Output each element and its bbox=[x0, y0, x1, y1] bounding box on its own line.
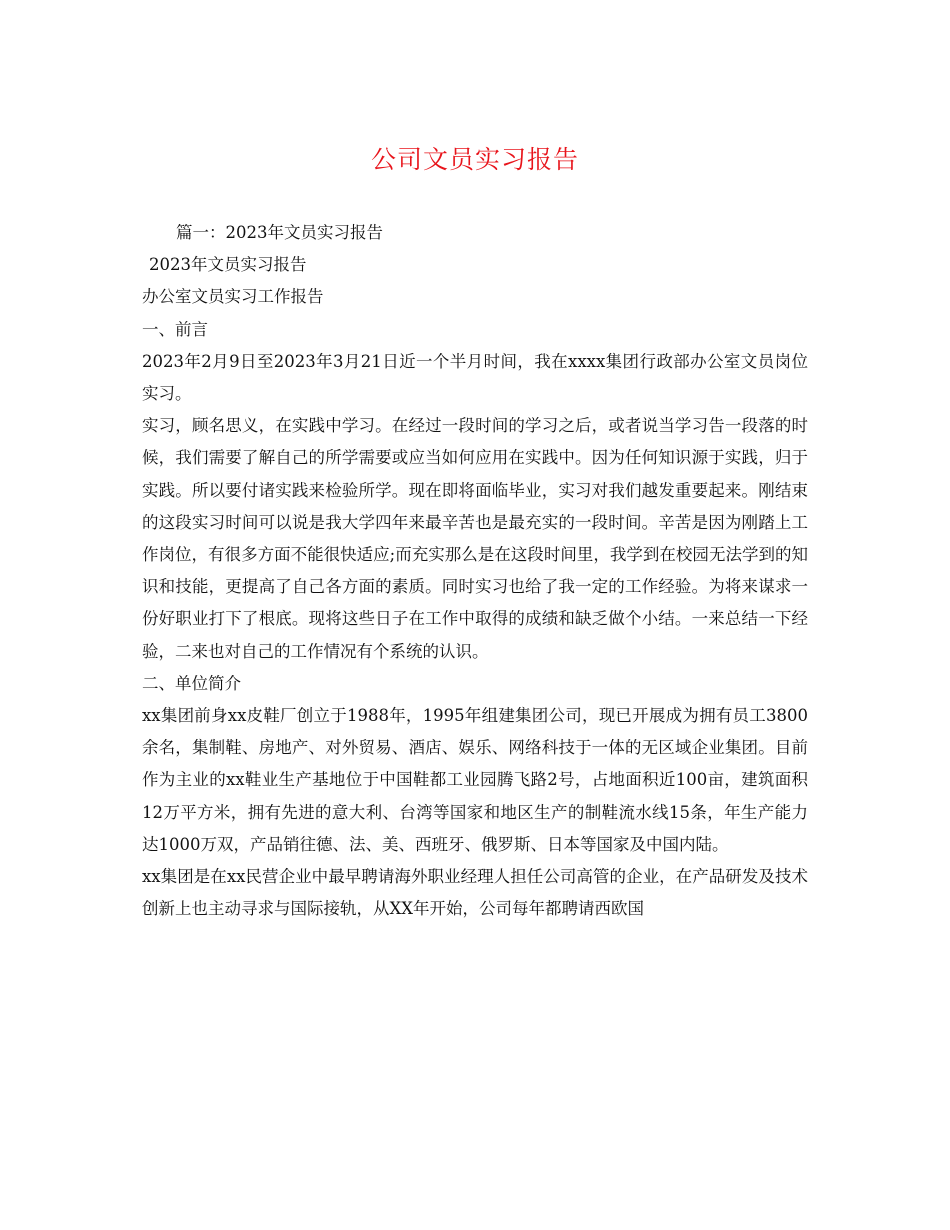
document-title: 公司文员实习报告 bbox=[370, 145, 579, 174]
paragraph-report-subtitle: 办公室文员实习工作报告 bbox=[142, 287, 324, 307]
section-heading-company-intro: 二、单位简介 bbox=[142, 673, 241, 693]
document-body bbox=[142, 217, 808, 925]
section-heading-preface: 一、前言 bbox=[142, 319, 208, 339]
paragraph-part-heading: 篇一：2023年文员实习报告 bbox=[176, 223, 383, 242]
paragraph-report-year: 2023年文员实习报告 bbox=[149, 255, 307, 275]
paragraph-company-history: xx集团前身xx皮鞋厂创立于1988年，1995年组建集团公司，现已开展成为拥有员工3800余名，集制鞋、房地产、对外贸易、酒店、娱乐、网络科技于一体的无区域企业集团。目前作为主业的xx鞋业生产基地位于中国鞋都工业园腾飞路2号，占地面积近100亩，建筑面积12万平方米，拥有先进的意大利、台湾等国家和地区生产的制鞋流水线15条，年生产能力达1000万双，产品销往德、法、美、西班牙、俄罗斯、日本等国家及中国内陆。 bbox=[142, 706, 808, 854]
paragraph-internship-meaning: 实习，顾名思义，在实践中学习。在经过一段时间的学习之后，或者说当学习告一段落的时候，我们需要了解自己的所学需要或应当如何应用在实践中。因为任何知识源于实践，归于实践。所以要付诸实践来检验所学。现在即将面临毕业，实习对我们越发重要起来。刚结束的这段实习时间可以说是我大学四年来最辛苦也是最充实的一段时间。辛苦是因为刚踏上工作岗位，有很多方面不能很快适应;而充实那么是在这段时间里，我学到在校园无法学到的知识和技能，更提高了自己各方面的素质。同时实习也给了我一定的工作经验。为将来谋求一份好职业打下了根底。现将这些日子在工作中取得的成绩和缺乏做个小结。一来总结一下经验，二来也对自己的工作情况有个系统的认识。 bbox=[142, 416, 808, 661]
paragraph-internship-period: 2023年2月9日至2023年3月21日近一个半月时间，我在xxxx集团行政部办公室文员岗位实习。 bbox=[142, 351, 808, 404]
paragraph-company-management: xx集团是在xx民营企业中最早聘请海外职业经理人担任公司高管的企业，在产品研发及技术创新上也主动寻求与国际接轨，从XX年开始，公司每年都聘请西欧国 bbox=[142, 867, 808, 919]
